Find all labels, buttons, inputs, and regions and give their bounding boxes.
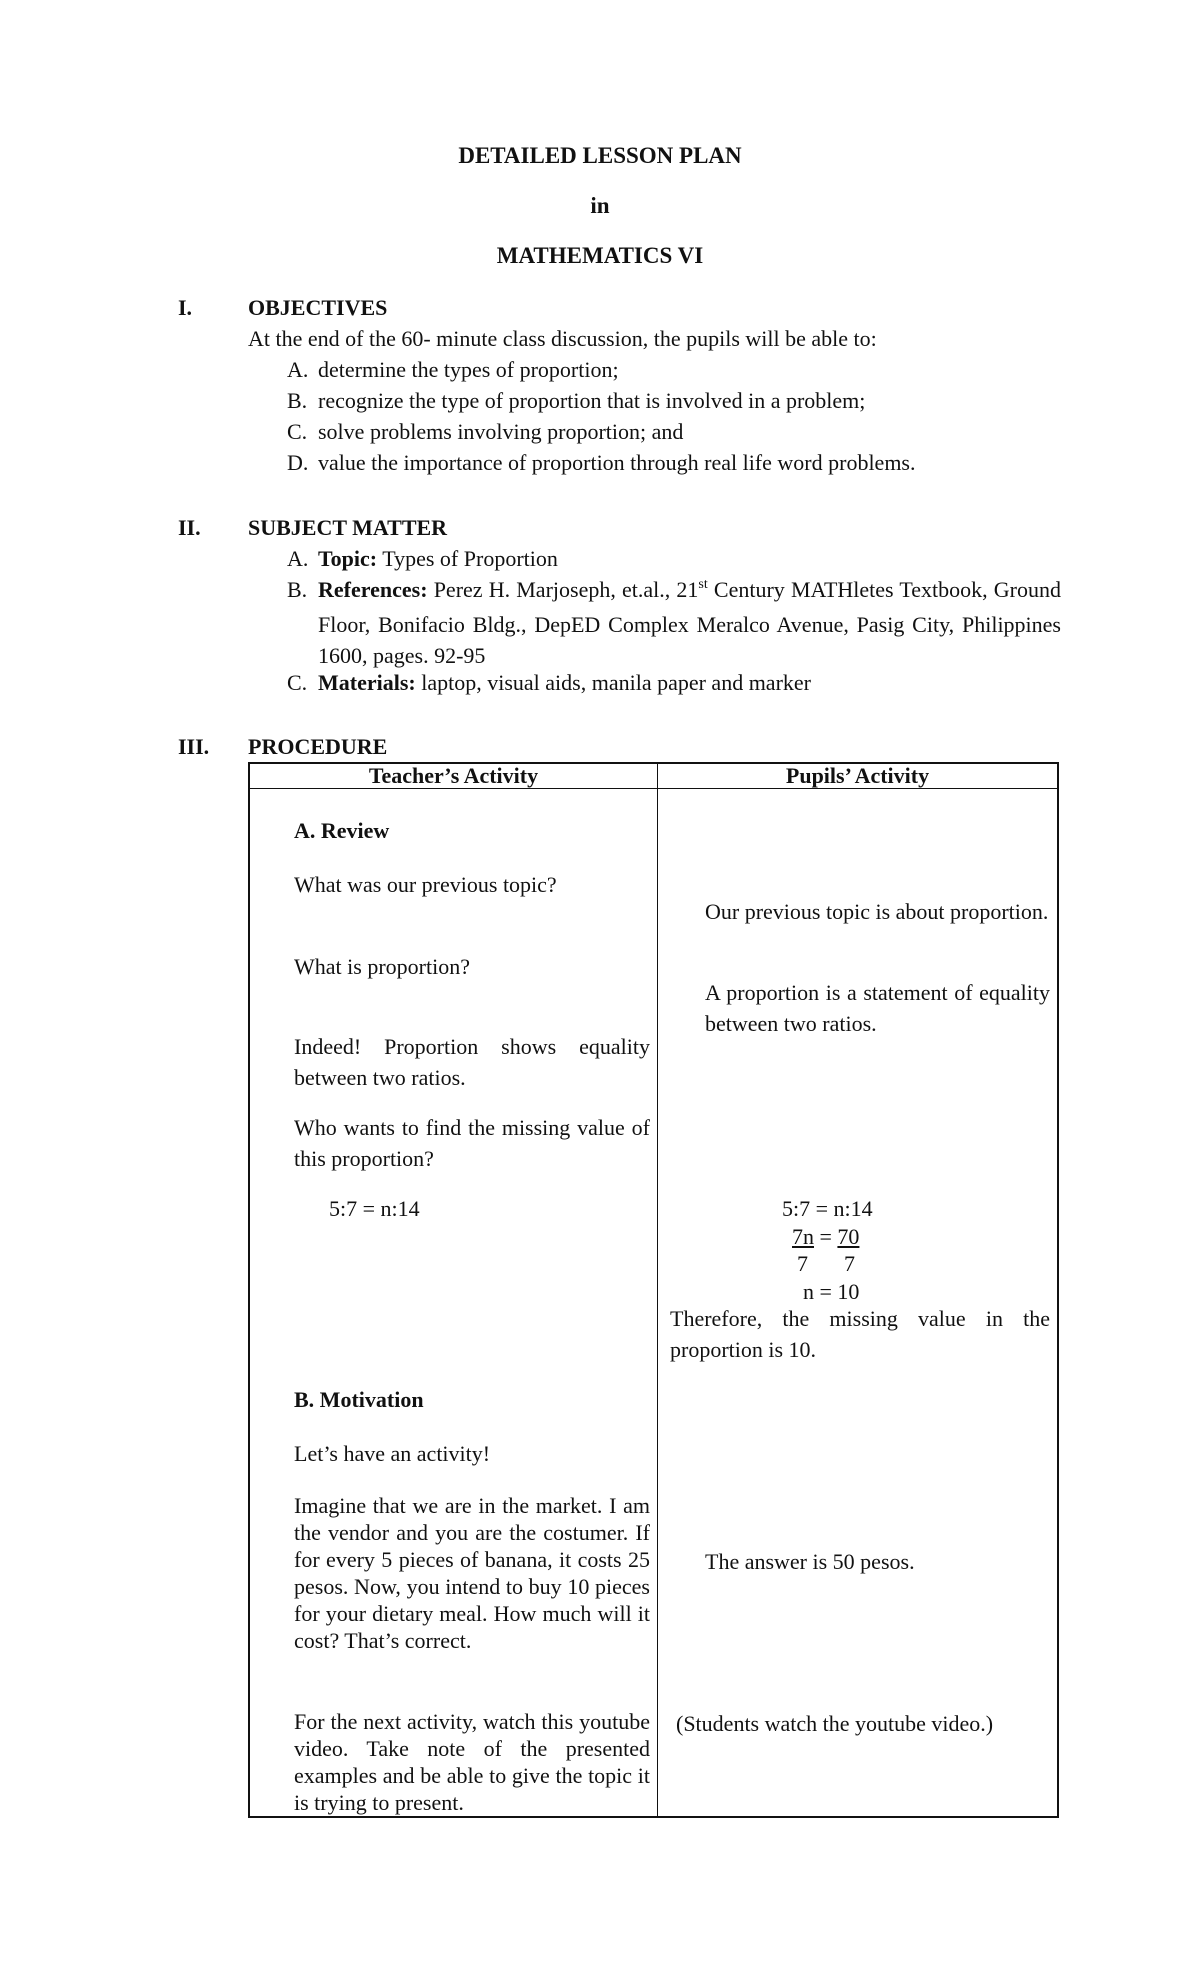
teacher-indeed: Indeed! Proportion shows equality between two ratios. [294,1034,650,1090]
subject-letter: A. [287,546,309,571]
references-superscript: st [698,577,708,592]
references-part2: Century MATHletes Textbook, Ground Floor, Bonifacio Bldg., DepED Complex Meralco Avenue, Pasig City, Philippines 1600, pages. 92-95 [318,577,1061,668]
pupil-what-is-proportion: A proportion is a statement of equality between two ratios. [705,980,1050,1036]
teacher-column-header: Teacher’s Activity [368,763,539,788]
review-heading: A. Review [294,818,390,843]
objective-item: solve problems involving proportion; and [318,419,684,444]
teacher-equation: 5:7 = n:14 [329,1196,420,1221]
objective-letter: B. [287,388,308,413]
pupil-equation-divisor-left: 7 [797,1251,808,1276]
subject-matter-numeral: II. [178,515,201,540]
pupil-watch-video: (Students watch the youtube video.) [676,1711,994,1736]
materials-line [318,667,811,698]
title-in: in [590,193,610,218]
subject-matter-heading: SUBJECT MATTER [248,515,448,540]
teacher-who-wants: Who wants to find the missing value of this proportion? [294,1115,650,1171]
pupil-equation-70: 70 [837,1224,860,1249]
materials-label: Materials: [318,670,416,695]
table-border-left [248,762,250,1818]
references-part1: Perez H. Marjoseph, et.al., 21 [433,577,699,602]
subject-title: MATHEMATICS VI [496,243,704,268]
topic-line [318,543,558,574]
references-label: References: [318,577,428,602]
table-column-divider [657,762,658,1818]
objective-item: value the importance of proportion through real life word problems. [318,450,916,475]
topic-label: Topic: [318,546,378,571]
procedure-numeral: III. [178,734,210,759]
document-title: DETAILED LESSON PLAN [458,143,742,168]
procedure-heading: PROCEDURE [248,734,388,759]
table-border-bottom [248,1816,1059,1818]
materials-value: laptop, visual aids, manila paper and marker [421,670,811,695]
teacher-previous-topic: What was our previous topic? [294,872,557,897]
objective-item: recognize the type of proportion that is involved in a problem; [318,388,866,413]
pupil-therefore: Therefore, the missing value in the proportion is 10. [670,1306,1050,1362]
pupil-previous-topic: Our previous topic is about proportion. [705,899,1049,924]
subject-letter: B. [287,577,308,602]
pupil-equation-equals: = [814,1224,838,1249]
objectives-heading: OBJECTIVES [248,295,388,320]
pupil-equation-divisor-right: 7 [844,1251,855,1276]
table-border-right [1057,762,1059,1818]
topic-value: Types of Proportion [382,546,558,571]
teacher-imagine-market: Imagine that we are in the market. I am the vendor and you are the costumer. If for every 5 pieces of banana, it costs 25 pesos. Now, you intend to buy 10 pieces for your dietary meal. How much will it cost? That’s correct. [294,1493,650,1653]
objectives-intro: At the end of the 60- minute class discussion, the pupils will be able to: [248,326,877,351]
objective-item: determine the types of proportion; [318,357,619,382]
pupil-equation-result: n = 10 [803,1279,860,1304]
objectives-numeral: I. [178,295,193,320]
objective-letter: D. [287,450,309,475]
pupils-column-header: Pupils’ Activity [785,763,930,788]
objective-letter: A. [287,357,309,382]
motivation-heading: B. Motivation [294,1387,424,1412]
pupil-equation-step1: 5:7 = n:14 [782,1196,873,1221]
pupil-equation-7n: 7n [792,1224,814,1249]
references-text [318,574,1061,671]
teacher-what-is-proportion: What is proportion? [294,954,470,979]
teacher-lets-have-activity: Let’s have an activity! [294,1441,491,1466]
subject-letter: C. [287,670,308,695]
objective-letter: C. [287,419,308,444]
teacher-next-activity: For the next activity, watch this youtube video. Take note of the presented examples and be able to give the topic it is trying to present. [294,1709,650,1815]
pupil-answer: The answer is 50 pesos. [705,1549,915,1574]
